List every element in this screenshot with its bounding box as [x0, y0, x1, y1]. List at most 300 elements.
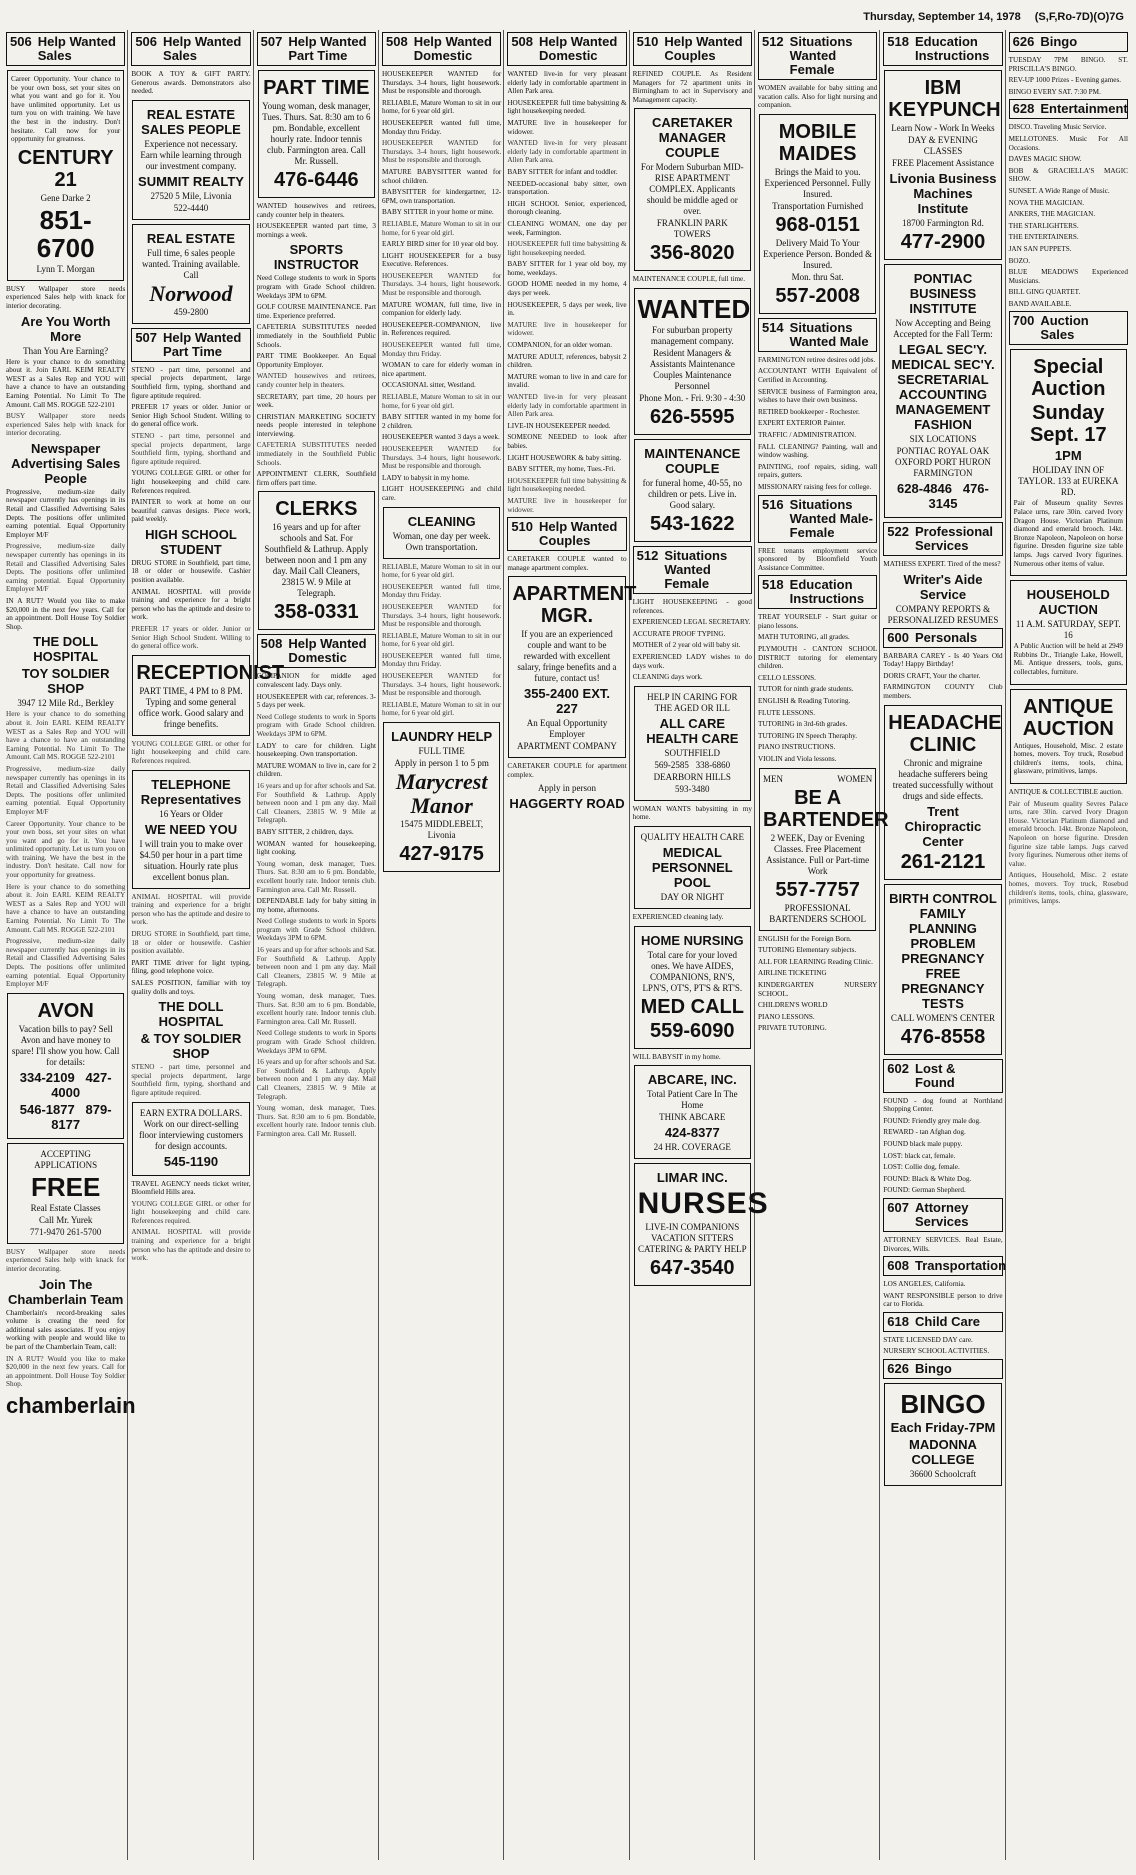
haggerty-text: HAGGERTY ROAD	[509, 795, 625, 811]
newspaper-heading: Newspaper Advertising Sales People	[11, 440, 121, 486]
pool-title: MEDICAL PERSONNEL POOL	[651, 844, 733, 890]
avon-phone: 427-4000	[51, 1069, 112, 1100]
ad-text: DRUG STORE in Southfield, part time, 18 or older or housewife. Cashier position available.	[131, 558, 251, 585]
section-header: 608 Transportation	[883, 1256, 1002, 1276]
masthead-code: (S,F,Ro-7D)(O)7G	[1034, 11, 1124, 23]
ad-text: DAVES MAGIC SHOW.	[1008, 155, 1082, 164]
ad-text: FOUND: Black & White Dog.	[883, 1174, 972, 1183]
apt-co: APARTMENT COMPANY	[517, 741, 617, 752]
filler-text: STENO - part time, personnel and special projects department, large Southfield firm, typing, shorthand and figure aptitude required.	[131, 431, 251, 466]
laundry-addr: 15475 MIDDLEBELT, Livonia	[400, 819, 484, 841]
ad-text: THE ENTERTAINERS.	[1008, 233, 1079, 242]
norwood-ad	[132, 224, 249, 324]
ad-text: MELLOTONES. Music For All Occasions.	[1008, 134, 1128, 152]
section-header: 508 Help Wanted Domestic	[257, 634, 376, 668]
recep-text: PART TIME, 4 PM to 8 PM. Typing and some general office work. Good salary and fringe benefits.	[138, 685, 244, 729]
bingo-sub: Each Friday-7PM	[890, 1420, 996, 1436]
special-text: HOLIDAY INN OF TAYLOR. 133 at EUREKA RD.	[1018, 465, 1119, 498]
ad-text: HOUSEKEEPER WANTED for Thursdays. 3-4 hours, light housework. Must be responsible and thorough.	[381, 70, 502, 96]
laundry-sub: FULL TIME	[418, 746, 465, 757]
ad-text: LOST: Collie dog, female.	[883, 1163, 960, 1172]
ad-text: IN A RUT? Would you like to make $20,000 in the next few years. Call for an appointment. Doll House Toy Soldier Shop.	[6, 597, 126, 631]
medcall-name: MED CALL	[640, 995, 744, 1018]
abcare-text: Total Patient Care In The Home	[646, 1089, 738, 1111]
maint-text: for funeral home, 40-55, no children or pets. Live in. Good salary.	[642, 477, 743, 510]
head-phone: 261-2121	[900, 850, 986, 873]
part-time-ad	[258, 70, 375, 198]
ad-text: LADY to care for children. Light housekeeping. Own transportation.	[256, 741, 376, 759]
filler-text: Here is your chance to do something about it. Join EARL KEIM REALTY WEST as a Sales Rep and YOU will have a chance to have an outstanding Earning Potential. No Limit To The Amount. Call MS. ROGGE 522-2101	[6, 882, 126, 934]
ad-text: TRAFFIC / ADMINISTRATION.	[757, 430, 857, 439]
ad-text: NURSERY SCHOOL ACTIVITIES.	[883, 1347, 990, 1356]
ad-text: MATURE live in housekeeper for widower.	[507, 118, 627, 136]
antique-text: Antiques, Household, Misc. 2 estate homes, movers. Toy truck, Rosebud children's items, tools, china, glassware, primitives, lamps.	[1013, 741, 1123, 776]
ad-text: LIGHT HOUSEKEEPER for a busy Executive. References.	[381, 251, 502, 269]
ad-text: STATE LICENSED DAY care.	[883, 1335, 973, 1344]
clerks-ad	[258, 491, 375, 630]
men-label: MEN	[762, 773, 783, 784]
ad-text: SERVICE business of Farmington area, wishes to have their own business.	[757, 387, 878, 405]
section-header: 510 Help Wanted Couples	[633, 32, 752, 66]
filler-text: Pair of Museum quality Sevres Palace urns, rare 30in. carved Ivory Dragon House. Victorian Platinum diamond and emerald brooch. 14kt. Bronze Napoleon, Napoleon on horse figurine. Dresden figurine size table lamps. Jugs carved Ivory figurines. Numerous other items of value.	[1008, 799, 1128, 868]
section-header: 602 Lost & Found	[883, 1059, 1002, 1093]
ad-text: COMPANION for middle aged convalescent lady. Days only.	[256, 672, 376, 690]
cleaning-title: CLEANING	[407, 513, 476, 529]
filler-text: HOUSEKEEPER wanted full time, Monday thru Friday.	[381, 582, 502, 600]
maint-phone: 543-1622	[650, 512, 735, 535]
apt-title: APARTMENT MGR.	[512, 583, 637, 628]
caretaker-text: For Modern Suburban MID-RISE APARTMENT COMPLEX. Applicants should be middle aged or over.	[640, 162, 744, 217]
filler-text: HOUSEKEEPER WANTED for Thursdays. 3-4 hours, light housework. Must be responsible and thorough.	[381, 444, 502, 471]
wanted-word: WANTED	[637, 293, 751, 324]
ad-text: BOB & GRACIELLA'S MAGIC SHOW.	[1008, 166, 1128, 184]
avon-ad	[7, 993, 124, 1139]
head-title: HEADACHE CLINIC	[888, 711, 1002, 756]
filler-text: HOUSEKEEPER wanted full time, Monday thru Friday.	[381, 651, 502, 669]
wanted-phone: 626-5595	[650, 405, 735, 428]
ibm-text: FREE Placement Assistance	[891, 158, 994, 168]
apt-note: An Equal Opportunity Employer	[526, 718, 608, 740]
ad-text: SALES POSITION, familiar with toy quality dolls and toys.	[131, 978, 251, 996]
bingo-title: BINGO	[900, 1389, 986, 1420]
section-header: 508 Help Wanted Domestic	[507, 32, 626, 66]
ad-text: TRAVEL AGENCY needs ticket writer, Bloomfield Hills area.	[131, 1179, 251, 1197]
caretaker-title: CARETAKER MANAGER COUPLE	[651, 115, 733, 161]
filler-text: MATURE live in housekeeper for widower.	[507, 496, 627, 514]
ad-text: FARMINGTON retiree desires odd jobs.	[757, 355, 876, 364]
section-header: 507 Help Wanted Part Time	[257, 32, 376, 66]
ad-text: PAINTING, roof repairs, siding, wall repairs, gutters.	[757, 462, 878, 480]
ad-text: Here is your chance to do something about it. Join EARL KEIM REALTY WEST as a Sales Rep and YOU will have a chance to have an outstanding Earning Potential. No Limit To The Amount. Call MS. ROGGE 522-2101	[6, 357, 126, 409]
ad-text: WOMEN available for baby sitting and vacation calls. Also for light nursing and companion.	[757, 84, 878, 110]
ad-text: YOUNG COLLEGE GIRL or other for light housekeeping and child care. References required.	[131, 469, 251, 495]
agent-subheading: Than You Are Earning?	[23, 345, 109, 356]
ad-text: LIGHT HOUSEWORK & baby sitting.	[507, 453, 622, 462]
filler-text: ANIMAL HOSPITAL will provide training and experience for a bright person who has the aptitude and desire to work.	[131, 1228, 251, 1263]
ad-text: REWARD - tan Afghan dog.	[883, 1128, 966, 1137]
ibm-text: DAY & EVENING CLASSES	[908, 135, 978, 156]
ad-text: FOUND: German Shepherd.	[883, 1186, 966, 1195]
filler-text: HOUSEKEEPER WANTED for Thursdays. 3-4 hours, light housework. Must be responsible and thorough.	[381, 672, 502, 698]
column-5	[507, 30, 637, 1860]
ad-text: EXPERT EXTERIOR Painter.	[757, 419, 846, 428]
ad-text: VIOLIN and Viola lessons.	[757, 755, 837, 763]
ad-text: ANKERS, THE MAGICIAN.	[1008, 210, 1096, 219]
ad-text: EXPERIENCED LEGAL SECRETARY.	[632, 618, 751, 627]
ibm-text: Learn Now - Work In Weeks	[891, 123, 995, 133]
section-header: 510 Help Wanted Couples	[507, 517, 626, 551]
recep-title: RECEPTIONIST	[136, 661, 285, 684]
ad-text: OCCASIONAL sitter, Westland.	[381, 381, 476, 390]
pontiac-loc: SIX LOCATIONS	[909, 434, 977, 444]
laundry-apply: Apply in person 1 to 5 pm	[394, 758, 489, 769]
quality-health-ad	[634, 826, 751, 909]
help-sub: DEARBORN HILLS	[653, 771, 731, 782]
home-nursing-ad	[634, 926, 751, 1049]
abcare-ad	[634, 1065, 751, 1159]
section-header: 512 Situations Wanted Female	[758, 32, 877, 80]
ad-text: MATURE ADULT, references, babysit 2 children.	[507, 352, 627, 370]
toy-shop-name: TOY SOLDIER SHOP	[21, 666, 110, 697]
bingo-ad	[884, 1383, 1001, 1486]
filler-text: BUSY Wallpaper store needs experienced Sales help with knack for interior decorating.	[6, 412, 126, 438]
ad-text: FOUND black male puppy.	[883, 1139, 963, 1148]
filler-text: IN A RUT? Would you like to make $20,000 in the next few years. Call for an appointment. Doll House Toy Soldier Shop.	[6, 1354, 126, 1389]
filler-text: Need College students to work in Sports program with Grade School children. Weekdays 3PM to 6PM.	[256, 1029, 376, 1055]
column-7	[757, 30, 889, 1860]
pontiac-list: LEGAL SEC'Y. MEDICAL SEC'Y. SECRETARIAL ACCOUNTING MANAGEMENT FASHION	[891, 342, 995, 432]
section-header: 618 Child Care	[883, 1312, 1002, 1332]
bart-text: 2 WEEK, Day or Evening Classes. Free Placement Assistance. Full or Part-time Work	[766, 832, 870, 876]
ad-text: GOOD HOME needed in my home, 4 days per week.	[507, 280, 627, 298]
section-header: 516 Situations Wanted Male-Female	[758, 495, 877, 543]
filler-text: ANIMAL HOSPITAL will provide training and experience for a bright person who has the aptitude and desire to work.	[131, 892, 251, 927]
ad-text: COMPANION, for an older woman.	[507, 341, 613, 350]
women-label: WOMEN	[837, 773, 873, 784]
tel-need: WE NEED YOU	[144, 821, 238, 837]
ad-text: WOMAN WANTS babysitting in my home.	[632, 804, 752, 822]
writers-title: Writer's Aide Service	[903, 571, 983, 602]
limar-ad	[634, 1163, 769, 1286]
ad-text: LOS ANGELES, California.	[883, 1280, 966, 1289]
ad-text: LIGHT HOUSEKEEPING and child care.	[381, 485, 502, 502]
writers-text: COMPANY REPORTS & PERSONALIZED RESUMES	[887, 603, 999, 625]
free-sub: Real Estate Classes	[30, 1202, 101, 1213]
filler-text: MATURE live in housekeeper for widower.	[507, 320, 627, 338]
filler-text: BUSY Wallpaper store needs experienced Sales help with knack for interior decorating.	[6, 1247, 126, 1273]
ad-text: EXPERIENCED LADY wishes to do days work.	[632, 652, 752, 670]
mobile-maides-ad	[759, 114, 876, 314]
pontiac-phone: 476-3145	[928, 481, 989, 511]
franklin-name: FRANKLIN PARK TOWERS	[656, 218, 728, 240]
ad-text: HOUSEKEEPER with car, references. 3-5 days per week.	[256, 692, 376, 710]
section-header: 514 Situations Wanted Male	[758, 318, 877, 352]
ad-text: CELLO LESSONS.	[757, 673, 816, 682]
filler-text: WANTED live-in for very pleasant elderly lady in comfortable apartment in Allen Park area.	[507, 393, 627, 419]
birth-control-ad	[884, 884, 1001, 1055]
ad-text: PAINTER to work at home on our beautiful canvas designs. Piece work, paid weekly.	[131, 498, 251, 524]
section-header: 518 Education Instructions	[758, 575, 877, 609]
sports-heading: SPORTS INSTRUCTOR	[273, 242, 359, 273]
filler-text: RELIABLE, Mature Woman to sit in our home, for 6 year old girl.	[381, 700, 502, 718]
ad-text: RETIRED bookkeeper - Rochester.	[757, 407, 860, 416]
abcare-24: 24 HR. COVERAGE	[653, 1142, 731, 1153]
pool-sub: DAY OR NIGHT	[660, 891, 724, 902]
doll-hospital-name: THE DOLL HOSPITAL	[158, 999, 224, 1030]
medcall-phone: 559-6090	[650, 1019, 735, 1042]
abcare-think: THINK ABCARE	[659, 1112, 726, 1123]
filler-text: HOUSEKEEPER WANTED for Thursdays. 3-4 hours, light housework. Must be responsible and thorough.	[381, 602, 502, 629]
antique-auction-ad	[1010, 689, 1127, 784]
ad-text: ACCURATE PROOF TYPING.	[632, 629, 726, 638]
laundry-title: LAUNDRY HELP	[391, 729, 493, 745]
century21-phone: 851-6700	[36, 204, 95, 263]
section-header: 512 Situations Wanted Female	[633, 546, 752, 594]
ad-text: BABY SITTER wanted in my home for 2 children.	[381, 413, 502, 430]
free-word: FREE	[30, 1171, 101, 1202]
livonia-addr: 18700 Farmington Rd.	[902, 218, 984, 228]
summit-addr: 27520 5 Mile, Livonia	[150, 190, 232, 201]
hs-heading: HIGH SCHOOL STUDENT	[145, 526, 237, 557]
apartment-mgr-ad	[508, 576, 637, 758]
livonia-phone: 477-2900	[900, 231, 986, 253]
ad-text: PLYMOUTH - CANTON SCHOOL DISTRICT tutoring for elementary children.	[757, 645, 878, 671]
extra-dollars-ad	[132, 1102, 249, 1176]
ad-text: DORIS CRAFT, Your the charter.	[883, 671, 981, 680]
filler-text: HOUSEKEEPER full time babysitting & light housekeeping needed.	[507, 476, 627, 494]
ad-text: PIANO INSTRUCTIONS.	[757, 743, 836, 752]
ad-text: MATH TUTORING, all grades.	[757, 633, 850, 642]
hh-date: 11 A.M. SATURDAY, SEPT. 16	[1015, 619, 1121, 641]
career-ad	[7, 70, 124, 281]
help-title: HELP IN CARING FOR THE AGED OR ILL	[647, 691, 738, 713]
summit-name: SUMMIT REALTY	[138, 173, 244, 189]
ad-text: NOVA THE MAGICIAN.	[1008, 198, 1085, 207]
bartender-ad	[759, 768, 889, 931]
bart-phone: 557-7757	[775, 878, 860, 901]
clerks-title: CLERKS	[275, 498, 358, 521]
filler-text: STENO - part time, personnel and special projects department, large Southfield firm, typing, shorthand and figure aptitude required.	[131, 1063, 251, 1097]
century21-sub: Gene Darke 2	[40, 192, 91, 203]
filler-text: 16 years and up for after schools and Sat. For Southfield & Lathrup. Apply between noon and 1 pm any day. Mail Call Cleaners, 23815 W. 9 Mile at Telegraph.	[256, 946, 376, 989]
ad-text: PART TIME Bookkeeper. An Equal Opportunity Employer.	[256, 352, 376, 369]
re2-title: REAL ESTATE	[146, 230, 236, 246]
help-phone: 569-2585	[654, 759, 689, 770]
join-heading: Join The Chamberlain Team	[7, 1276, 124, 1307]
filler-text: YOUNG COLLEGE GIRL or other for light housekeeping and child care. References required.	[131, 739, 251, 765]
filler-text: CAFETERIA SUBSTITUTES needed immediately in the Southfield Public Schools.	[256, 441, 376, 467]
ad-text: SUNSET. A Wide Range of Music.	[1008, 186, 1110, 195]
ad-text: MATURE WOMAN, full time, live in companion for elderly lady.	[381, 300, 502, 318]
ad-text: BABY SITTER in your home or mine.	[381, 208, 494, 217]
home-title: HOME NURSING	[641, 932, 744, 948]
ad-text: ATTORNEY SERVICES. Real Estate, Divorces, Wills.	[883, 1235, 1003, 1253]
ad-text: SECRETARY, part time, 20 hours per week.	[256, 392, 376, 410]
column-6	[632, 30, 769, 1860]
ad-text: MATHESS EXPERT. Tired of the mess?	[883, 560, 1001, 568]
ad-text: MISSIONARY raising fees for college.	[757, 482, 872, 491]
filler-text: DRUG STORE in Southfield, part time, 18 or older or housewife. Cashier position available.	[131, 929, 251, 956]
section-header: 518 Education Instructions	[883, 32, 1002, 66]
ad-text: DEPENDABLE lady for baby sitting in my home, afternoons.	[256, 897, 376, 914]
filler-text: Here is your chance to do something about it. Join EARL KEIM REALTY WEST as a Sales Rep and YOU will have a chance to have an outstanding Earning Potential. No Limit To The Amount. Call MS. ROGGE 522-2101	[6, 710, 126, 762]
filler-text: PREFER 17 years or older. Junior or Senior High School Student. Willing to do general office work.	[131, 625, 251, 651]
apply-text: Apply in person	[537, 782, 596, 793]
section-header: 600 Personals	[883, 628, 1002, 648]
avon-brand: AVON	[37, 999, 94, 1022]
ad-text: KINDERGARTEN NURSERY SCHOOL.	[757, 980, 878, 998]
caretaker-ad	[634, 108, 751, 271]
ad-text: Progressive, medium-size daily newspaper currently has openings in its Retail and Classified Advertising Sales Depts. The positions offer unlimited earning potential. Equal Opportunity Employer M/F	[6, 487, 126, 539]
hh-text: A Public Auction will be held at 2949 Rubbins Dr., Triangle Lake, Howell, Mi. Antique dressers, tools, guns, collectables, furniture.	[1013, 642, 1123, 676]
section-header: 700 Auction Sales	[1009, 311, 1128, 345]
ad-text: TUTORING IN Speech Theraphy.	[757, 731, 858, 740]
filler-text: RELIABLE, Mature Woman to sit in our home, for 6 year old girl.	[381, 393, 502, 410]
ad-text: WANTED live-in for very pleasant elderly lady in comfortable apartment in Allen Park area.	[507, 70, 627, 96]
wanted-roles: Resident Managers & Assistants Maintenance Couples Maintenance Personnel	[649, 347, 735, 391]
special-auction-ad	[1010, 349, 1127, 576]
filler-text: Progressive, medium-size daily newspaper currently has openings in its Retail and Classified Advertising Sales Depts. The positions offer unlimited earning potential. Equal Opportunity Employer M/F	[6, 937, 126, 989]
toy-shop-address: 3947 12 Mile Rd., Berkley	[17, 698, 114, 709]
ad-text: HOUSEKEEPER-COMPANION, live in. References required.	[381, 320, 502, 338]
pontiac-title: PONTIAC BUSINESS INSTITUTE	[909, 271, 977, 316]
ad-text: SOMEONE NEEDED to look after babies.	[507, 433, 627, 450]
wanted-sub: For suburban property management company.	[650, 324, 734, 346]
mobile-phone2: 557-2008	[775, 284, 860, 307]
ad-text: MOTHER of 2 year old will baby sit.	[632, 641, 741, 650]
ad-text: BOZO.	[1008, 256, 1030, 265]
ad-text: APPOINTMENT CLERK, Southfield firm offers part time.	[256, 470, 376, 487]
ad-text: LIVE-IN HOUSEKEEPER needed.	[507, 421, 611, 430]
pontiac-ad	[884, 264, 1001, 518]
pontiac-text: Now Accepting and Being Accepted for the Fall Term:	[893, 318, 993, 339]
column-9	[1009, 30, 1130, 1860]
century21-brand: CENTURY 21	[17, 146, 114, 191]
ad-text: TUTORING Elementary subjects.	[757, 946, 857, 955]
avon-text: Vacation bills to pay? Sell Avon and have money to spare! I'll show you how. Call for details:	[11, 1023, 120, 1067]
ad-text: ACCOUNTANT WITH Equivalent of Certified in Accounting.	[757, 367, 878, 384]
birth-phone: 476-8558	[900, 1025, 986, 1048]
toy-shop-name: & TOY SOLDIER SHOP	[140, 1031, 242, 1062]
ad-text: BARBARA CAREY - Is 40 Years Old Today! Happy Birthday!	[883, 651, 1003, 669]
ibm-title: IBM KEYPUNCH	[888, 77, 1001, 121]
laundry-ad	[383, 722, 500, 872]
ad-text: WANT RESPONSIBLE person to drive car to Florida.	[883, 1291, 1003, 1309]
filler-text: Need College students to work in Sports program with Grade School children. Weekdays 3PM to 6PM.	[256, 712, 376, 738]
filler-text: Antiques, Household, Misc. 2 estate homes, movers. Toy truck, Rosebud children's items, tools, china, glassware, primitives, lamps.	[1008, 871, 1128, 906]
maintenance-ad	[634, 439, 751, 542]
mobile-mon: Mon. thru Sat.	[791, 271, 844, 282]
chamberlain-logo: chamberlain	[6, 1392, 136, 1418]
avon-phone: 879-8177	[51, 1101, 112, 1132]
ad-text: LADY to babysit in my home.	[381, 473, 470, 482]
section-header: 506 Help Wanted Sales	[131, 32, 250, 66]
ad-text: MAINTENANCE COUPLE, full time.	[632, 275, 746, 284]
ad-text: DISCO. Traveling Music Service.	[1008, 123, 1107, 132]
filler-text: HOUSEKEEPER wanted full time, Monday thru Friday.	[381, 341, 502, 358]
ad-text: Career Opportunity. Your chance to be your own boss, set your sites on what you want and go for it. You have unlimited opportunity. Let us turn you on with training. We have the best in the industry. Don't hesitate. Call now for your opportunity for greatness.	[11, 75, 121, 144]
ad-text: ANIMAL HOSPITAL will provide training and experience for a bright person who has the aptitude and desire to work.	[131, 587, 251, 622]
filler-text: HOUSEKEEPER WANTED for Thursdays. 3-4 hours, light housework. Must be responsible and thorough.	[381, 271, 502, 298]
avon-phone: 546-1877	[19, 1101, 75, 1117]
ad-text: TUESDAY 7PM BINGO. ST. PRISCILLA'S BINGO.	[1008, 56, 1128, 73]
columns	[6, 30, 1130, 1860]
ad-text: CHRISTIAN MARKETING SOCIETY needs people interested in telephone interviewing.	[256, 412, 376, 438]
ad-text: FLUTE LESSONS.	[757, 708, 816, 717]
extra-text: EARN EXTRA DOLLARS. Work on our direct-selling floor interviewing customers for design accounts.	[139, 1107, 243, 1151]
filler-text: Progressive, medium-size daily newspaper currently has openings in its Retail and Classified Advertising Sales Depts. The positions offer unlimited earning potential. Equal Opportunity Employer M/F	[6, 542, 126, 594]
pontiac-towns: PONTIAC ROYAL OAK OXFORD PORT HURON FARMINGTON	[895, 446, 991, 478]
ad-text: FOUND - dog found at Northland Shopping Center.	[883, 1096, 1003, 1114]
ad-text: PIANO LESSONS.	[757, 1012, 815, 1021]
help-name: ALL CARE HEALTH CARE	[646, 715, 739, 746]
section-header: 626 Bingo	[1009, 32, 1128, 52]
section-header: 628 Entertainment	[1009, 99, 1128, 119]
column-2	[131, 30, 285, 1860]
section-header: 507 Help Wanted Part Time	[131, 328, 250, 362]
livonia-title: Livonia Business Machines Institute	[889, 171, 997, 216]
birth-title: BIRTH CONTROL FAMILY PLANNING PROBLEM PREGNANCY FREE PREGNANCY TESTS	[889, 890, 997, 1011]
filler-text: Need College students to work in Sports program with Grade School children. Weekdays 3PM to 6PM.	[256, 917, 376, 943]
mobile-title: MOBILE MAIDES	[778, 120, 857, 165]
ad-text: HOUSEKEEPER wanted part time, 3 mornings a week.	[256, 222, 376, 239]
section-header: 522 Professional Services	[883, 522, 1002, 556]
ad-text: TUTOR for ninth grade students.	[757, 685, 854, 694]
filler-text: Young woman, desk manager, Tues. Thurs. Sat. 8:30 am to 6 pm. Bondable, excellent hourly rate. Indoor tennis club. Farmington area. Call Mr. Russell.	[256, 1104, 376, 1138]
column-8	[883, 30, 1005, 1860]
nurses-phone: 647-3540	[650, 1257, 735, 1280]
ad-text: BABY SITTER for infant and toddler.	[507, 167, 618, 176]
help-city: SOUTHFIELD	[664, 747, 721, 758]
ad-text: THE STARLIGHTERS.	[1008, 221, 1079, 230]
mobile-phone: 968-0151	[775, 213, 860, 236]
franklin-phone: 356-8020	[650, 242, 735, 265]
clerks-text: 16 years and up for after schools and Sat. For Southfield & Lathrup. Apply between noon and 1 pm any day. Mail Call Cleaners, 23815 W. 9 Mile at Telegraph.	[264, 522, 369, 599]
ad-text: REFINED COUPLE. As Resident Managers for 72 apartment units in Birmingham to act in Supervisory and Management capacity.	[632, 70, 752, 104]
telephone-ad	[132, 770, 249, 889]
ad-text: BABYSITTER for kindergartner, 12-6PM, own transportation.	[381, 188, 502, 205]
ad-text: BILL GING QUARTET.	[1008, 288, 1081, 297]
ad-text: AIRLINE TICKETING	[757, 969, 827, 978]
real-estate-ad	[132, 100, 249, 220]
tel-sub: 16 Years or Older	[159, 808, 223, 819]
ad-text: TUTORING in 3rd-6th grades.	[757, 720, 848, 729]
apt-phone: 355-2400 EXT. 227	[523, 686, 610, 717]
ad-text: MATURE BABYSITTER wanted for school children.	[381, 167, 502, 185]
free-contact: Call Mr. Yurek	[38, 1214, 93, 1225]
tel-text: I will train you to make over $4.50 per hour in a part time situation. Hourly rate plus excellent bonus plan.	[139, 838, 243, 882]
tel-title: TELEPHONE Representatives	[140, 776, 242, 807]
ad-text: LOST: black cat, female.	[883, 1151, 956, 1160]
summit-phone: 522-4440	[173, 202, 209, 213]
bart-school: PROFESSIONAL BARTENDERS SCHOOL	[769, 902, 866, 924]
ad-text: HIGH SCHOOL Senior, experienced, thorough cleaning.	[507, 199, 627, 217]
pt-phone: 476-6446	[274, 169, 359, 191]
clerks-phone: 358-0331	[274, 601, 359, 624]
ad-text: ENGLISH for the Foreign Born.	[757, 934, 852, 943]
mobile-sub: Transportation Furnished	[772, 200, 864, 211]
filler-text: Young woman, desk manager, Tues. Thurs. Sat. 8:30 am to 6 pm. Bondable, excellent hourly rate. Indoor tennis club. Farmington area. Call Mr. Russell.	[256, 859, 376, 894]
century21-contact: Lynn T. Morgan	[36, 263, 95, 274]
ad-text: BOOK A TOY & GIFT PARTY. Generous awards. Demonstrators also needed.	[131, 70, 251, 96]
ad-text: CARETAKER COUPLE for apartment complex.	[507, 762, 627, 779]
pontiac-phone: 628-4846	[897, 481, 952, 496]
norwood-phone: 459-2800	[173, 306, 209, 317]
ad-text: WANTED housewives and retirees, candy counter help in theaters.	[256, 202, 376, 219]
masthead	[6, 4, 1130, 30]
cleaning-text: Woman, one day per week. Own transportation.	[392, 530, 491, 552]
ad-text: FOUND: Friendly grey male dog.	[883, 1116, 981, 1125]
